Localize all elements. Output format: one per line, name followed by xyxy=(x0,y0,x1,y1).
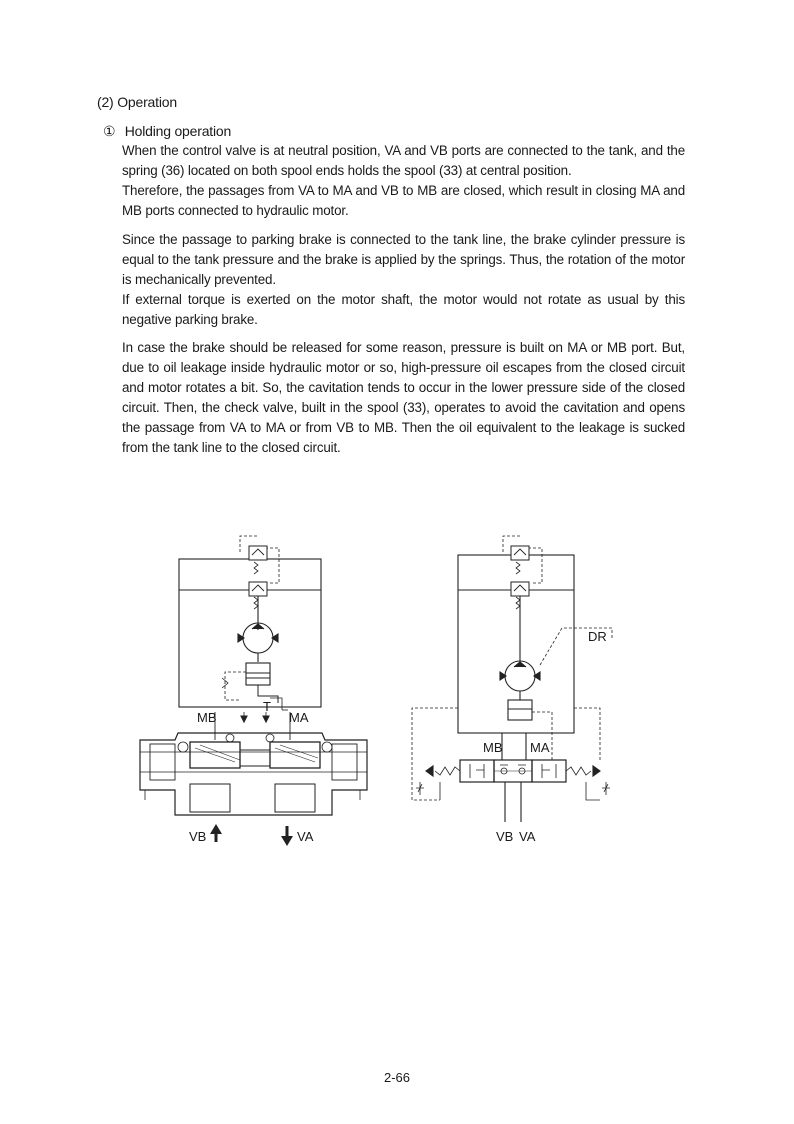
label-vb-left: VB xyxy=(189,829,207,844)
text-line: If external torque is exerted on the motor shaft, the motor would not rotate as usual by this negative parking brake. xyxy=(122,292,685,327)
text-line: In case the brake should be released for some reason, pressure is built on MA or MB port. But, due to oil leakage inside hydraulic motor or so, high-pressure oil escapes from the closed circuit and motor rotates a bit. So, the cavitation tends to occur in the lower pressure side of the closed circuit. Then, the check valve, built in the spool (33), operates to avoid the cavitation and opens the passage from VA to MA or from VB to MB. Then the oil equivalent to the leakage is sucked from the tank line to the closed circuit. xyxy=(122,340,685,455)
label-t: T xyxy=(263,699,271,714)
spool-section-1 xyxy=(460,760,494,782)
brake-cylinder-left xyxy=(246,663,270,685)
label-vb-right: VB xyxy=(496,829,514,844)
label-va-right: VA xyxy=(519,829,536,844)
label-mb-right: MB xyxy=(483,740,503,755)
brake-cylinder-right xyxy=(508,700,532,720)
section-number: (2) xyxy=(97,94,114,110)
text-line: Since the passage to parking brake is connected to the tank line, the brake cylinder pressure is equal to the tank pressure and the brake is applied by the springs. Thus, the rotation of the motor is mechanically prevented. xyxy=(122,232,685,287)
text-line: When the control valve is at neutral position, VA and VB ports are connected to the tank, and the spring (36) located on both spool ends holds the spool (33) at central position. xyxy=(122,143,685,178)
subsection-title: Holding operation xyxy=(124,123,232,139)
relief-valve-lower-left xyxy=(249,582,267,596)
label-dr: DR xyxy=(588,629,607,644)
relief-valve-upper-right xyxy=(511,546,529,560)
right-diagram xyxy=(412,536,612,822)
label-ma-left: MA xyxy=(289,710,309,725)
page-number: 2-66 xyxy=(383,1070,411,1085)
subsection-number: ① xyxy=(103,123,116,139)
left-diagram xyxy=(140,536,367,846)
label-va-left: VA xyxy=(297,829,314,844)
relief-valve-upper-left xyxy=(249,546,267,560)
text-line: Therefore, the passages from VA to MA and VB to MB are closed, which result in closing MA and MB ports connected to hydraulic motor. xyxy=(122,183,685,218)
relief-valve-lower-right xyxy=(511,582,529,596)
valve-body-left xyxy=(140,733,367,815)
label-ma-right: MA xyxy=(530,740,550,755)
section-title: Operation xyxy=(117,94,177,110)
spool-section-3 xyxy=(532,760,566,782)
label-mb-left: MB xyxy=(197,710,217,725)
